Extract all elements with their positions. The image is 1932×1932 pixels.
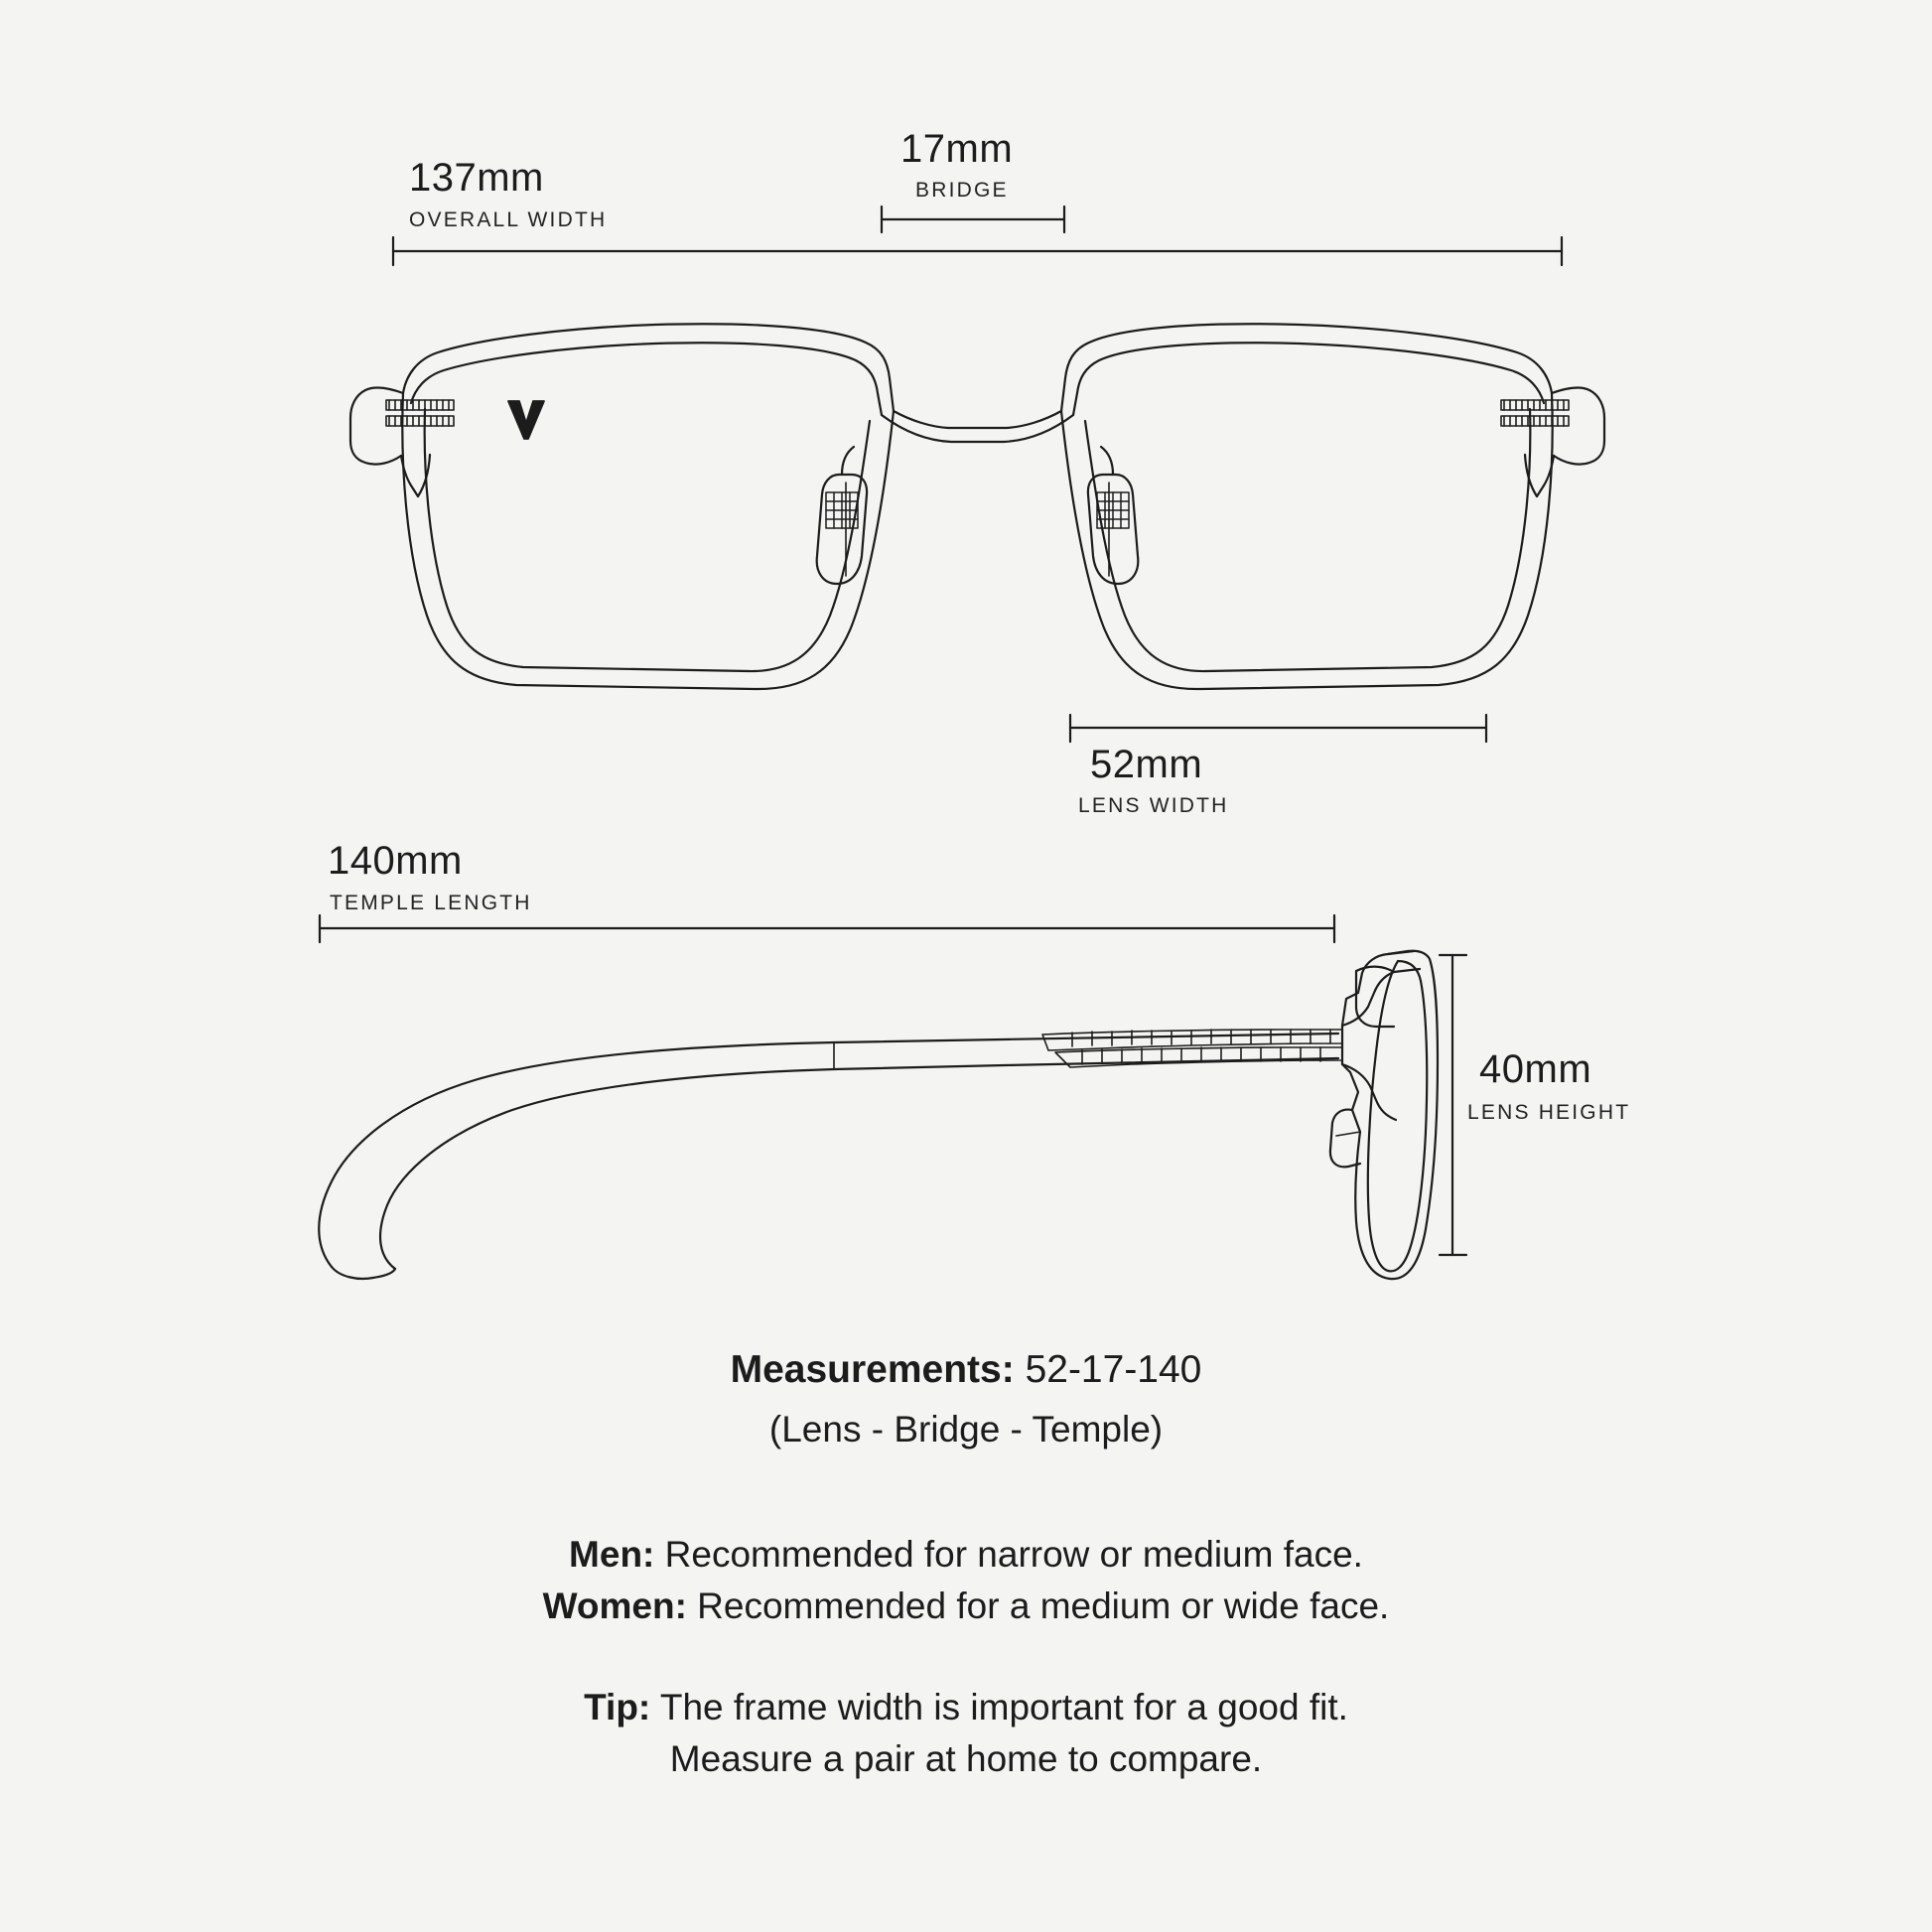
dim-value-lens-height: 40mm — [1479, 1047, 1592, 1091]
women-label: Women: — [542, 1586, 687, 1626]
dim-label-lens-height: LENS HEIGHT — [1467, 1101, 1631, 1124]
tip-line-2: Measure a pair at home to compare. — [669, 1738, 1263, 1779]
dimension-lens-width — [1070, 715, 1486, 742]
dimension-overall-width — [393, 237, 1562, 265]
dimension-temple-length — [320, 915, 1334, 942]
v-logo-icon — [508, 401, 544, 439]
glasses-side-view — [319, 951, 1438, 1279]
dim-value-bridge: 17mm — [900, 127, 1014, 171]
measurements-line — [0, 1342, 1932, 1399]
measurements-value: 52-17-140 — [1014, 1348, 1202, 1391]
women-text: Recommended for a medium or wide face. — [686, 1586, 1390, 1626]
tip-label: Tip: — [584, 1687, 651, 1727]
dim-label-temple-length: TEMPLE LENGTH — [330, 892, 532, 914]
dim-value-overall-width: 137mm — [409, 156, 544, 200]
glasses-front-view — [350, 324, 1604, 689]
dim-label-lens-width: LENS WIDTH — [1078, 794, 1229, 817]
tip-text: The frame width is important for a good fit. — [650, 1687, 1348, 1727]
dim-label-bridge: BRIDGE — [915, 179, 1009, 202]
dim-value-temple-length: 140mm — [328, 839, 463, 883]
measurements-label: Measurements: — [730, 1348, 1015, 1391]
men-label: Men: — [569, 1534, 655, 1575]
recommendation-men — [0, 1525, 1932, 1584]
dim-label-overall-width: OVERALL WIDTH — [409, 208, 608, 231]
men-text: Recommended for narrow or medium face. — [654, 1534, 1363, 1575]
dimension-lens-height — [1440, 955, 1466, 1255]
dim-value-lens-width: 52mm — [1090, 743, 1203, 786]
measurements-legend: (Lens - Bridge - Temple) — [768, 1409, 1164, 1449]
dimension-bridge — [882, 207, 1064, 232]
tip-line-1 — [0, 1678, 1932, 1736]
recommendation-women — [0, 1577, 1932, 1635]
